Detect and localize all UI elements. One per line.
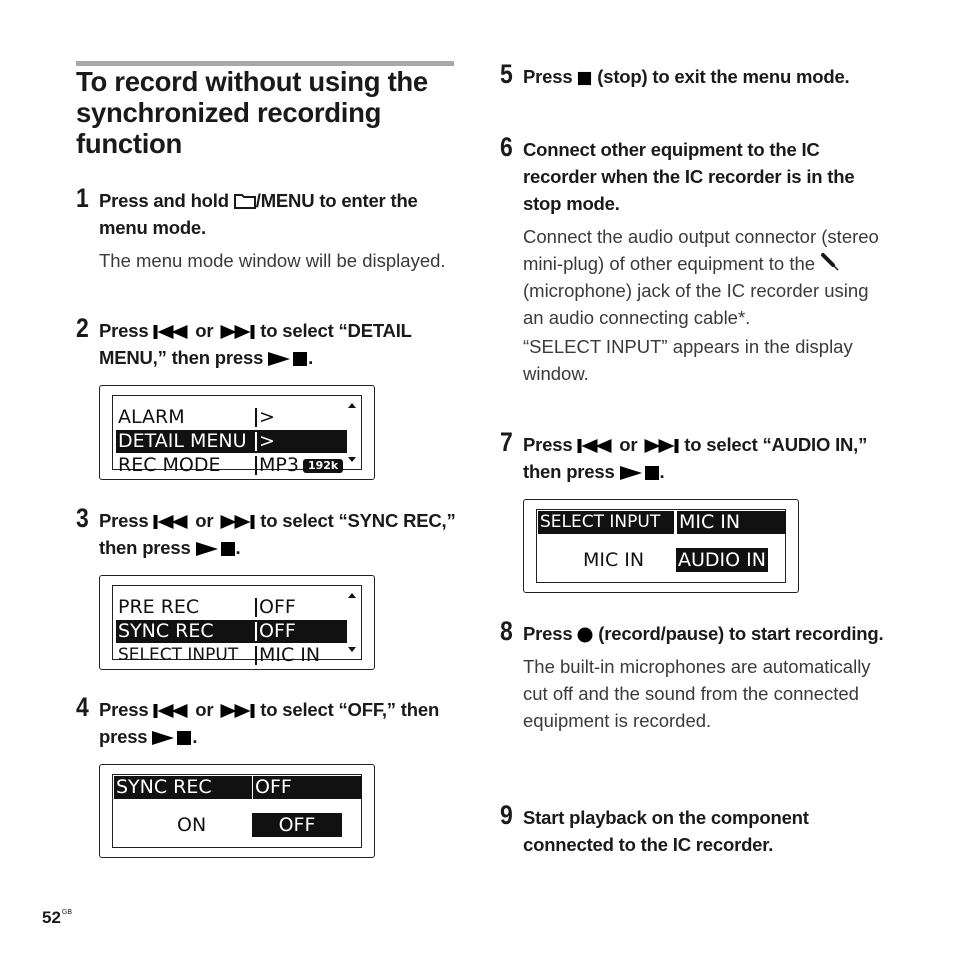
step-instruction: Connect other equipment to the IC recorder when the IC recorder is in the stop mode. bbox=[523, 139, 855, 214]
step-number: 2 bbox=[76, 313, 89, 343]
play-stop-icon bbox=[152, 730, 192, 746]
step-2 bbox=[76, 313, 461, 371]
play-stop-icon bbox=[196, 541, 236, 557]
bitrate-badge: 192k bbox=[303, 459, 343, 473]
step-description: The built-in microphones are automatically cut off and the sound from the connected equipment is recorded. bbox=[523, 656, 871, 731]
lcd-screen bbox=[112, 774, 362, 848]
step-instruction: Press or to select “OFF,” then press . bbox=[99, 699, 440, 747]
menu-row: ALARM > bbox=[118, 406, 275, 428]
step-number: 6 bbox=[500, 132, 513, 162]
step-number: 7 bbox=[500, 427, 513, 457]
step-number: 8 bbox=[500, 616, 513, 646]
scroll-down-icon bbox=[348, 647, 356, 652]
step-1 bbox=[76, 183, 456, 274]
step-instruction: Press and hold /MENU to enter the menu mode. bbox=[99, 190, 418, 238]
step-8 bbox=[500, 616, 885, 734]
next-track-icon bbox=[218, 514, 255, 530]
step-instruction: Press (record/pause) to start recording. bbox=[523, 623, 884, 644]
setting-label: SELECT INPUT bbox=[538, 511, 674, 534]
lcd-display-sync-rec bbox=[99, 575, 375, 670]
step-4 bbox=[76, 692, 461, 750]
step-7 bbox=[500, 427, 885, 485]
option-audio-in-selected: AUDIO IN bbox=[676, 548, 768, 572]
step-6 bbox=[500, 132, 885, 387]
play-stop-icon bbox=[268, 351, 308, 367]
step-instruction: Press (stop) to exit the menu mode. bbox=[523, 66, 850, 87]
microphone-icon bbox=[820, 252, 840, 272]
lcd-screen bbox=[536, 509, 786, 583]
step-description: The menu mode window will be displayed. bbox=[99, 250, 446, 271]
setting-value: MIC IN bbox=[677, 511, 786, 534]
page-number: $52^{GB}$ bbox=[42, 908, 73, 927]
step-number: 9 bbox=[500, 800, 513, 830]
next-track-icon bbox=[218, 703, 255, 719]
page-suffix: GB bbox=[61, 909, 73, 916]
lcd-screen bbox=[112, 585, 362, 666]
scroll-up-icon bbox=[348, 403, 356, 408]
previous-track-icon bbox=[153, 703, 190, 719]
lcd-screen bbox=[112, 395, 362, 476]
step-instruction: Press or to select “AUDIO IN,” then press . bbox=[523, 434, 868, 482]
stop-icon bbox=[577, 71, 592, 86]
step-instruction: Start playback on the component connected to the IC recorder. bbox=[523, 807, 809, 855]
step-5 bbox=[500, 59, 880, 90]
step-instruction: Press or to select “DETAIL MENU,” then press . bbox=[99, 320, 412, 368]
option-mic-in: MIC IN bbox=[583, 549, 645, 571]
scroll-up-icon bbox=[348, 593, 356, 598]
previous-track-icon bbox=[153, 324, 190, 340]
step-number: 5 bbox=[500, 59, 513, 89]
previous-track-icon bbox=[577, 438, 614, 454]
step-number: 4 bbox=[76, 692, 89, 722]
menu-row: PRE REC OFF bbox=[118, 596, 296, 618]
lcd-display-sync-off bbox=[99, 764, 375, 858]
option-off-selected: OFF bbox=[252, 813, 342, 837]
step-note: “SELECT INPUT” appears in the display window. bbox=[523, 336, 853, 384]
option-on: ON bbox=[177, 814, 207, 836]
step-3 bbox=[76, 503, 461, 561]
scroll-down-icon bbox=[348, 457, 356, 462]
menu-row: SELECT INPUT MIC IN bbox=[118, 644, 321, 666]
setting-label: SYNC REC bbox=[114, 776, 252, 799]
folder-icon bbox=[234, 192, 256, 209]
step-description: Connect the audio output connector (stereo mini-plug) of other equipment to the (microphone) jack of the IC recorder using an audio connecting cable*. bbox=[523, 226, 879, 328]
previous-track-icon bbox=[153, 514, 190, 530]
setting-value: OFF bbox=[253, 776, 362, 799]
menu-row-selected: SYNC REC OFF bbox=[116, 620, 347, 643]
next-track-icon bbox=[218, 324, 255, 340]
next-track-icon bbox=[642, 438, 679, 454]
lcd-display-detail-menu bbox=[99, 385, 375, 480]
menu-row-selected: DETAIL MENU > bbox=[116, 430, 347, 453]
play-stop-icon bbox=[620, 465, 660, 481]
step-number: 3 bbox=[76, 503, 89, 533]
menu-row: REC MODE MP3 192k bbox=[116, 454, 347, 477]
step-9 bbox=[500, 800, 885, 858]
step-number: 1 bbox=[76, 183, 89, 213]
record-icon bbox=[577, 627, 593, 643]
section-heading: To record without using the synchronized recording function bbox=[76, 66, 428, 159]
lcd-display-select-input bbox=[523, 499, 799, 593]
step-instruction: Press or to select “SYNC REC,” then press . bbox=[99, 510, 456, 558]
